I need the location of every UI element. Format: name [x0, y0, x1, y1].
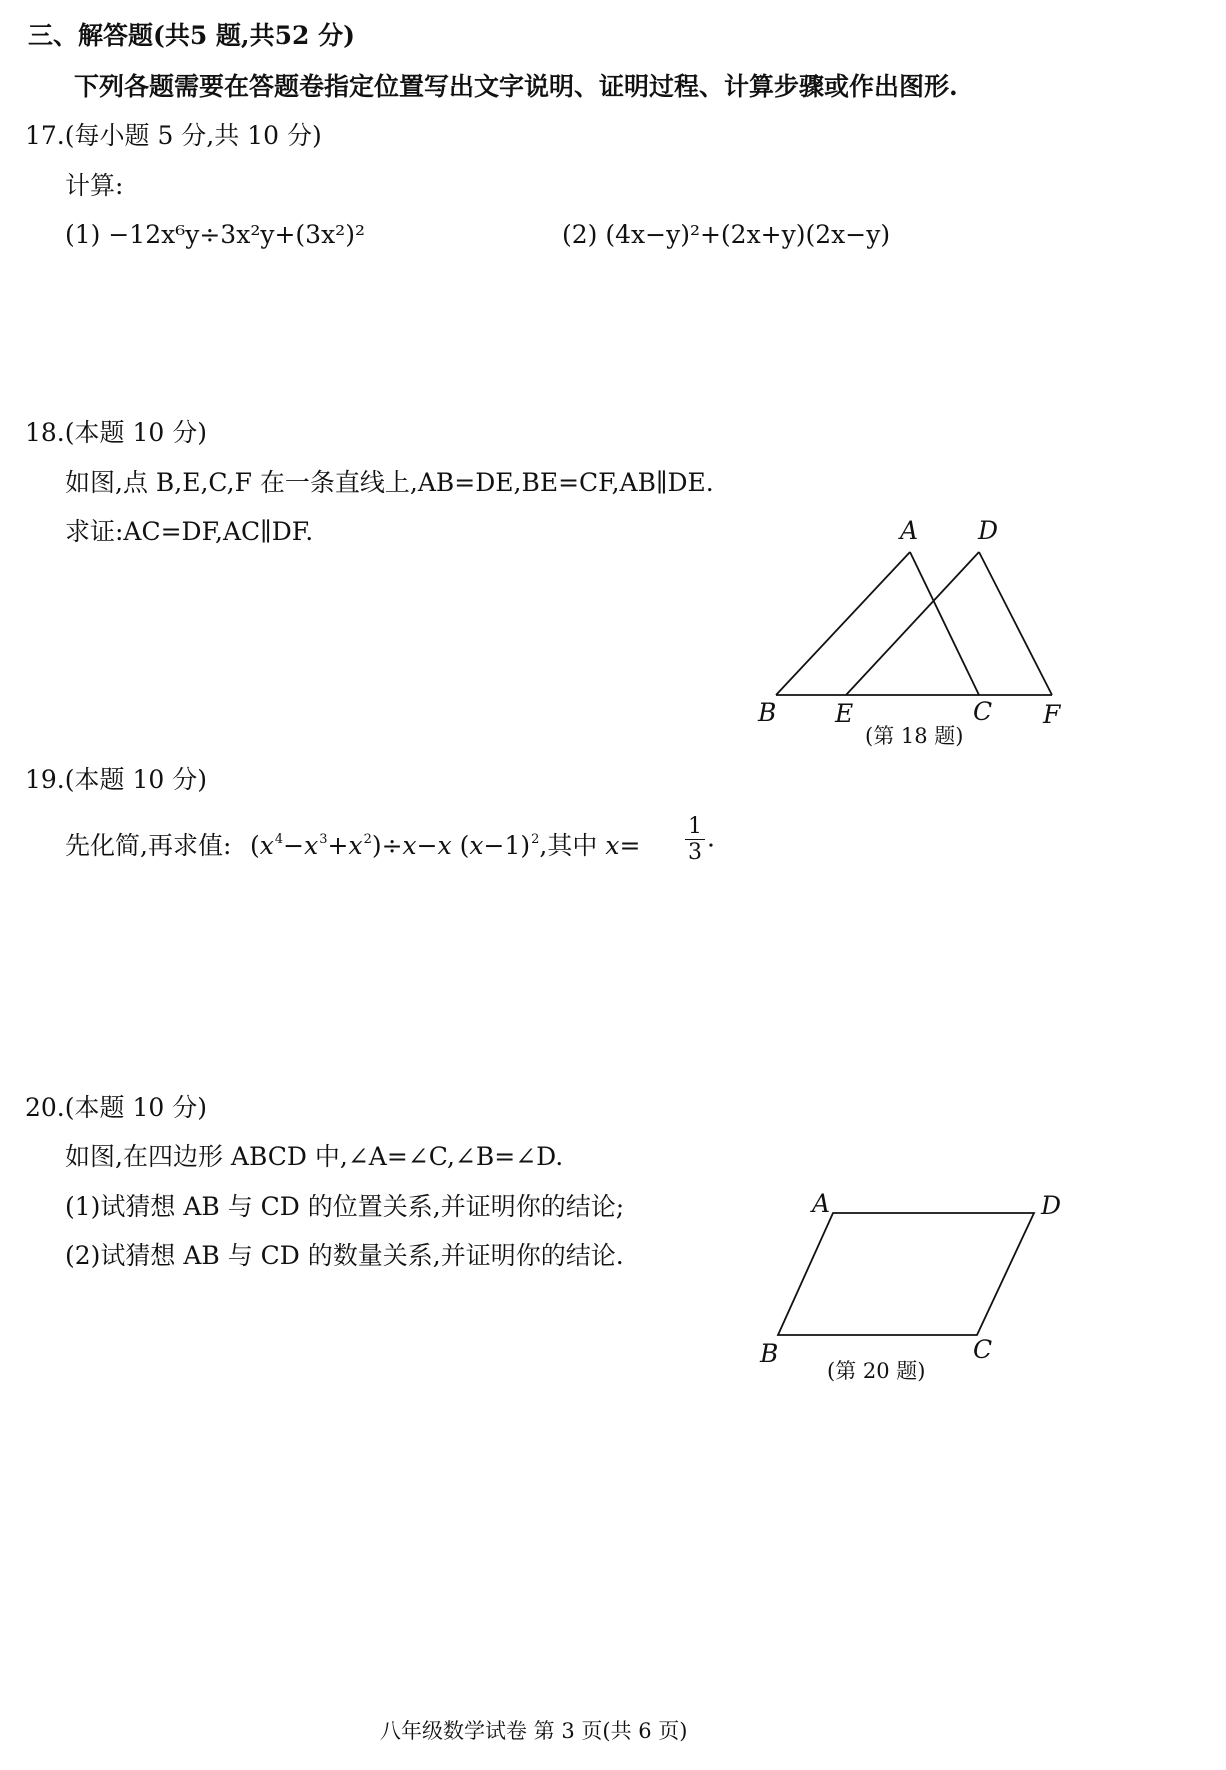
fig18-label-c: C: [973, 697, 993, 726]
fig18-segment-df: [979, 552, 1052, 695]
fig18-segment-ac: [910, 552, 979, 695]
fig18-label-d: D: [978, 516, 999, 545]
fig18-caption: (第 18 题): [865, 724, 964, 748]
q19-where: ,其中: [539, 831, 606, 860]
q18-statement: 如图,点 B,E,C,F 在一条直线上,AB=DE,BE=CF,AB∥DE.: [65, 468, 714, 497]
fig18-segment-ed: [846, 552, 979, 695]
section-instruction: 下列各题需要在答题卷指定位置写出文字说明、证明过程、计算步骤或作出图形.: [74, 72, 958, 101]
fig18-label-e: E: [835, 699, 854, 728]
fig20-label-c: C: [973, 1335, 993, 1364]
fig20-label-d: D: [1041, 1191, 1062, 1220]
q19-frac-num: 1: [685, 814, 705, 840]
q20-title: 20.(本题 10 分): [25, 1093, 207, 1122]
q19-prefix: 先化简,再求值:: [65, 831, 232, 860]
figure-q20: [778, 1213, 1034, 1335]
q17-part2-text: (2) (4x−y)²+(2x+y)(2x−y): [562, 220, 891, 249]
q19-title: 19.(本题 10 分): [25, 765, 207, 794]
fig18-segment-ab: [776, 552, 910, 695]
figure-q18: [776, 552, 1052, 695]
q20-sub2: (2)试猜想 AB 与 CD 的数量关系,并证明你的结论.: [65, 1241, 624, 1270]
fig20-label-b: B: [760, 1339, 779, 1368]
fig20-label-a: A: [812, 1189, 831, 1218]
fig18-label-b: B: [758, 698, 777, 727]
fig18-label-f: F: [1043, 700, 1061, 729]
q17-title: 17.(每小题 5 分,共 10 分): [25, 121, 322, 150]
q17-prompt: 计算:: [65, 171, 124, 200]
section-heading: 三、解答题(共5 题,共52 分): [28, 21, 355, 50]
page-footer: 八年级数学试卷 第 3 页(共 6 页): [380, 1719, 688, 1743]
fig20-caption: (第 20 题): [827, 1359, 926, 1383]
q20-statement: 如图,在四边形 ABCD 中,∠A=∠C,∠B=∠D.: [65, 1142, 564, 1171]
q17-part1-text: (1) −12x⁶y÷3x²y+(3x²)²: [65, 220, 365, 249]
fig20-quadrilateral: [778, 1213, 1034, 1335]
q18-title: 18.(本题 10 分): [25, 418, 207, 447]
q19-expression: $(x^4-x^3+x^2)\div x-x$ $(x-1)^2$,其中 x=: [250, 831, 641, 860]
q20-sub1: (1)试猜想 AB 与 CD 的位置关系,并证明你的结论;: [65, 1192, 625, 1221]
q19-frac-den: 3: [688, 840, 702, 866]
q19-fraction: $\frac{1}{3}$ .: [683, 814, 715, 866]
fig18-label-a: A: [900, 516, 919, 545]
q18-prove: 求证:AC=DF,AC∥DF.: [65, 517, 314, 546]
